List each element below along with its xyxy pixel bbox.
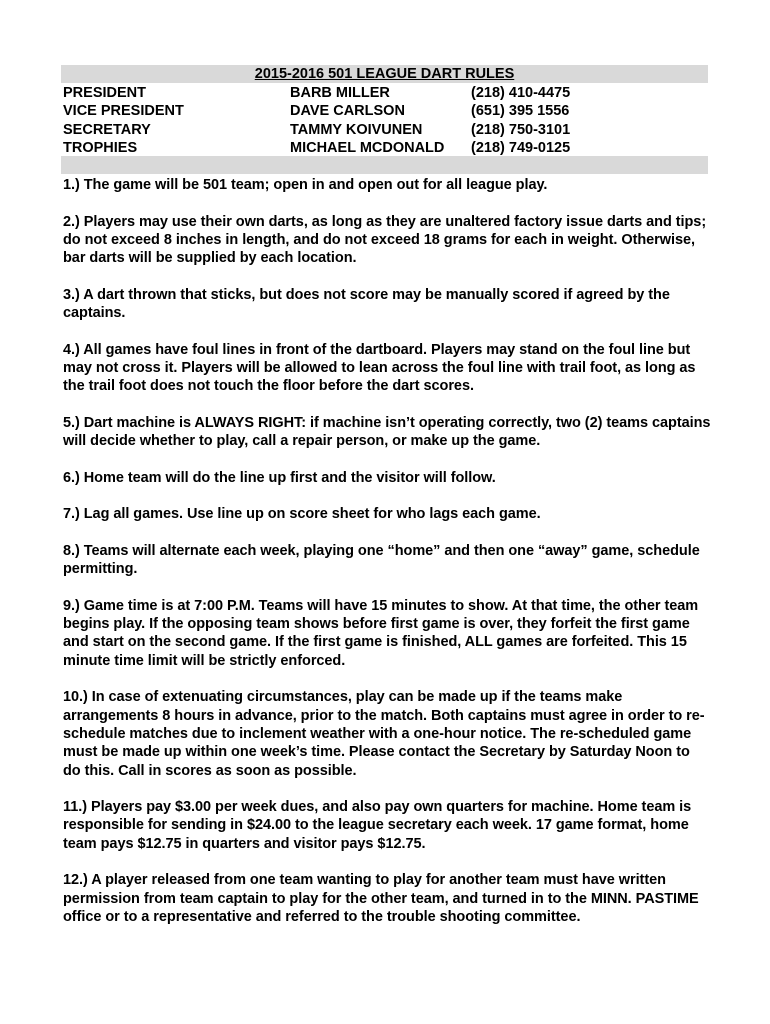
rule-item: 7.) Lag all games. Use line up on score sheet for who lags each game. xyxy=(63,506,541,523)
officers-table xyxy=(63,84,703,157)
officer-name: DAVE CARLSON xyxy=(290,103,405,120)
rule-item: 2.) Players may use their own darts, as long as they are unaltered factory issue darts and tips; do not exceed 8 inches in length, and do not exceed 18 grams for each in weight. Otherwise, bar darts will be supplied by each location. xyxy=(63,213,707,267)
officer-role: VICE PRESIDENT xyxy=(63,103,184,120)
officer-name: TAMMY KOIVUNEN xyxy=(290,121,423,138)
officer-phone: (218) 750-3101 xyxy=(471,121,571,138)
rule-item: 8.) Teams will alternate each week, playing one “home” and then one “away” game, schedule permitting. xyxy=(63,542,700,578)
officer-role: TROPHIES xyxy=(63,139,138,156)
officer-name: BARB MILLER xyxy=(290,85,390,101)
rule-item: 9.) Game time is at 7:00 P.M. Teams will have 15 minutes to show. At that time, the other team begins play. If the opposing team shows before first game is over, they forfeit the first game and start on the second game. If the first game is finished, ALL games are forfeited. This 15 minute time limit will be strictly enforced. xyxy=(63,597,699,669)
rule-item: 6.) Home team will do the line up first and the visitor will follow. xyxy=(63,469,496,486)
rules-list xyxy=(63,176,711,944)
rule-item: 3.) A dart thrown that sticks, but does not score may be manually scored if agreed by the captains. xyxy=(63,286,670,322)
officer-row-vice-president xyxy=(63,102,703,120)
document-title: 2015-2016 501 LEAGUE DART RULES xyxy=(254,66,515,82)
rule-item: 5.) Dart machine is ALWAYS RIGHT: if machine isn’t operating correctly, two (2) teams captains will decide whether to play, call a repair person, or make up the game. xyxy=(63,414,711,450)
officer-name: MICHAEL MCDONALD xyxy=(290,139,445,156)
rule-item: 12.) A player released from one team wanting to play for another team must have written permission from team captain to play for the other team, and turned in to the MINN. PASTIME office or to a representative and referred to the trouble shooting committee. xyxy=(63,872,699,925)
officer-role: PRESIDENT xyxy=(63,85,146,101)
officer-row-president xyxy=(63,84,703,102)
officer-row-trophies xyxy=(63,139,703,157)
officer-phone: (218) 410-4475 xyxy=(471,85,571,101)
officer-phone: (218) 749-0125 xyxy=(471,139,571,156)
officer-phone: (651) 395 1556 xyxy=(471,103,570,120)
officer-row-secretary xyxy=(63,121,703,139)
officer-role: SECRETARY xyxy=(63,121,151,138)
separator-band xyxy=(61,156,708,174)
rule-item: 11.) Players pay $3.00 per week dues, and also pay own quarters for machine. Home team is responsible for sending in $24.00 to the league secretary each week. 17 game format, home team pays $12.75 in quarters and visitor pays $12.75. xyxy=(63,799,692,852)
rule-item: 10.) In case of extenuating circumstances, play can be made up if the teams make arrangements 8 hours in advance, prior to the match. Both captains must agree in order to re-schedule matches due to inclement weather with a one-hour notice. The re-scheduled game must be made up within one week’s time. Please contact the Secretary by Saturday Noon to do this. Call in scores as soon as possible. xyxy=(63,689,705,779)
rule-item: 4.) All games have foul lines in front of the dartboard. Players may stand on the foul line but may not cross it. Players will be allowed to lean across the foul line with trail foot, as long as the trail foot does not touch the floor before the dart scores. xyxy=(63,341,696,395)
rule-item: 1.) The game will be 501 team; open in and open out for all league play. xyxy=(63,177,548,193)
